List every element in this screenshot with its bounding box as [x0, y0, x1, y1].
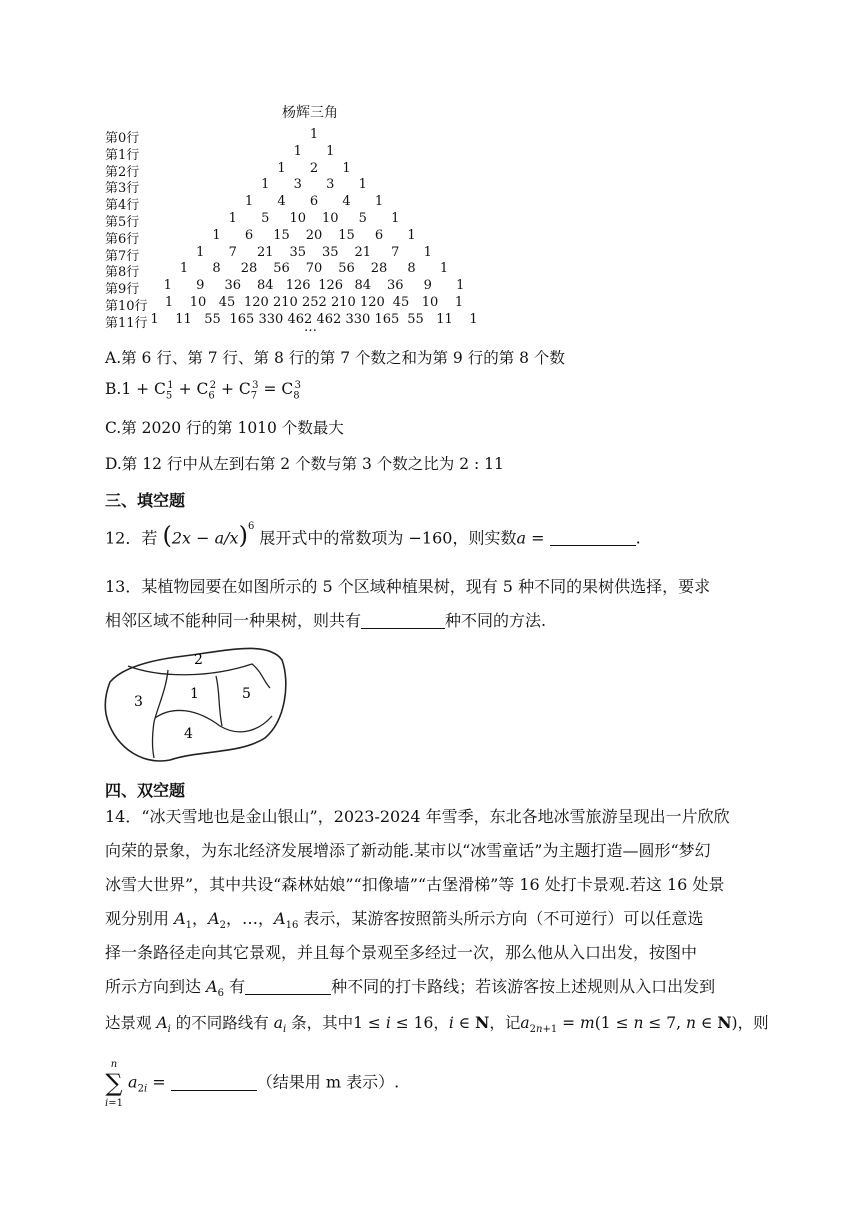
triangle-cell: 5	[358, 211, 367, 226]
q14-line6-b: 有	[229, 977, 246, 996]
q14-line1: 14．“冰天雪地也是金山银山”，2023-2024 年雪季，东北各地冰雪旅游呈现出一片欣欣	[105, 807, 730, 826]
triangle-cell: 84	[354, 278, 372, 294]
q14-line8: n ∑ i=1 $a_{2i}$ = （结果用 m 表示）.	[105, 1056, 399, 1110]
q12-var: a	[516, 528, 527, 548]
triangle-row-label: 第5行	[105, 215, 140, 230]
triangle-cell: 126	[285, 278, 311, 294]
triangle-cell: 9	[423, 278, 432, 294]
q14-line7-a: 达景观	[105, 1014, 152, 1032]
triangle-cell: 462	[316, 311, 342, 327]
triangle-cell: 126	[318, 278, 344, 294]
map-divider-1-5	[216, 676, 222, 726]
q14-line3: 冰雪大世界”，其中共设“森林姑娘”“扣像墙”“古堡滑梯”等 16 处打卡景观.若这 16 处景	[105, 875, 725, 894]
triangle-cell: 1	[391, 211, 400, 226]
triangle-cell: 10	[321, 211, 339, 226]
triangle-row-label: 第9行	[105, 282, 140, 298]
option-b-prefix: B.1 + C	[105, 380, 166, 399]
triangle-cell: 21	[354, 244, 372, 260]
triangle-cell: 20	[305, 227, 323, 243]
sum-symbol: n ∑ i=1	[105, 1059, 123, 1109]
triangle-cell: 4	[342, 194, 351, 210]
triangle-cell: 1	[196, 244, 205, 260]
triangle-cell: 28	[240, 261, 258, 277]
q13-line2-b: 种不同的方法.	[445, 611, 547, 630]
triangle-cell: 120	[360, 295, 385, 310]
triangle-row-label: 第11行	[105, 315, 148, 331]
triangle-cell: 1	[164, 295, 174, 310]
triangle-cell: 1	[454, 295, 464, 310]
region-label-1: 1	[190, 686, 199, 702]
q14-line7-c: 条，其中	[291, 1014, 354, 1032]
section3-title: 三、填空题	[105, 491, 186, 510]
triangle-cell: 210	[273, 295, 298, 310]
triangle-cell: 70	[305, 261, 323, 277]
triangle-cell: 3	[293, 177, 302, 193]
triangle-cell: 10	[289, 211, 307, 226]
triangle-cell: 8	[407, 261, 416, 277]
region-label-4: 4	[184, 726, 193, 742]
triangle-cell: 10	[189, 295, 207, 310]
triangle-cell: 1	[150, 311, 159, 327]
triangle-cell: 165	[229, 311, 255, 327]
region-map-figure	[100, 642, 290, 768]
triangle-cell: 165	[374, 311, 400, 327]
triangle-cell: 6	[244, 227, 254, 243]
triangle-cell: 1	[456, 278, 465, 294]
triangle-cell: 3	[326, 177, 335, 193]
triangle-cell: 56	[338, 261, 355, 277]
triangle-cell: 2	[309, 160, 319, 176]
triangle-cell: 1	[261, 177, 270, 193]
triangle-cell: 55	[407, 311, 424, 327]
triangle-cell: 1	[407, 227, 416, 243]
triangle-row-label: 第10行	[105, 299, 148, 314]
triangle-cell: 11	[436, 311, 453, 327]
region-label-3: 3	[134, 694, 143, 710]
section4-title: 四、双空题	[105, 781, 186, 800]
q12-answer-blank[interactable]	[550, 527, 636, 546]
triangle-row-label: 第6行	[105, 231, 140, 247]
question-12: 12．若 $(2x - a/x)^6$ 展开式中的常数项为 −160，则实数a = .	[105, 521, 641, 550]
triangle-cell: 15	[338, 227, 355, 243]
triangle-cell: 1	[423, 244, 432, 260]
q12-eq: =	[526, 528, 550, 548]
q13-line2-a: 相邻区域不能种同一种果树，则共有	[105, 611, 362, 630]
triangle-cell: 1	[244, 194, 254, 210]
triangle-row-label: 第3行	[105, 181, 140, 197]
triangle-ellipsis: …	[304, 320, 317, 335]
q13-line1: 13．某植物园要在如图所示的 5 个区域种植果树，现有 5 种不同的果树供选择，要求	[105, 577, 711, 596]
triangle-cell: 36	[386, 278, 404, 294]
triangle-cell: 1	[439, 261, 449, 277]
triangle-cell: 4	[277, 194, 286, 210]
triangle-cell: 5	[261, 211, 270, 226]
q14-line2: 向荣的景象，为东北经济发展增添了新动能.某市以“冰雪童话”为主题打造—圆形“梦幻	[105, 841, 711, 860]
triangle-cell: 252	[302, 295, 327, 310]
q14-line7: 达景观 $A_i$ 的不同路线有 $a_i$ 条，其中1 ≤ i ≤ 16，i ∈ N，记$a_{2n+1} = m(1 \le n \le 7$, n ∈ N)，则	[105, 1013, 769, 1036]
triangle-row-label: 第8行	[105, 265, 140, 281]
q14-answer-blank-2[interactable]	[171, 1072, 257, 1091]
triangle-cell: 15	[273, 227, 290, 243]
triangle-cell: 1	[326, 143, 335, 159]
triangle-cell: 6	[374, 227, 384, 243]
q12-expression: 2x − a/x	[171, 528, 239, 548]
triangle-cell: 36	[224, 278, 242, 294]
region-label-5: 5	[242, 686, 251, 702]
triangle-cell: 45	[392, 295, 410, 310]
q14-line7-d: ，记	[489, 1014, 521, 1032]
triangle-cell: 11	[175, 311, 192, 327]
triangle-cell: 6	[309, 194, 319, 210]
triangle-cell: 1	[358, 177, 367, 193]
q12-text: 展开式中的常数项为 −160，则实数	[259, 528, 517, 548]
triangle-cell: 56	[273, 261, 290, 277]
triangle-cell: 7	[391, 244, 400, 260]
map-divider-3	[153, 670, 169, 758]
triangle-row-label: 第2行	[105, 164, 140, 180]
triangle-row-label: 第1行	[105, 147, 140, 163]
triangle-title: 杨辉三角	[282, 105, 338, 121]
option-d: D.第 12 行中从左到右第 2 个数与第 3 个数之比为 2 : 11	[105, 455, 504, 473]
option-b: $B.1 + C_5^1 + C_6^2 + C_7^3 = C_8^3$	[105, 380, 301, 402]
q14-line8-b: （结果用 m 表示）.	[256, 1072, 400, 1092]
q13-line2	[105, 604, 546, 638]
q14-line7-e: ，则	[737, 1014, 769, 1032]
q14-line5: 择一条路径走向其它景观，并且每个景观至多经过一次，那么他从入口出发，按图中	[105, 943, 698, 962]
triangle-cell: 120	[244, 295, 269, 310]
q12-end: .	[635, 528, 641, 548]
triangle-cell: 330	[345, 311, 371, 327]
triangle-cell: 7	[228, 244, 237, 260]
triangle-cell: 84	[256, 278, 274, 294]
triangle-cell: 330	[258, 311, 284, 327]
q12-number: 12．若	[105, 528, 158, 548]
q14-line6-a: 所示方向到达	[105, 977, 202, 996]
triangle-row-label: 第0行	[105, 131, 140, 146]
triangle-cell: 210	[331, 295, 356, 310]
triangle-cell: 1	[374, 194, 384, 210]
triangle-row-label: 第4行	[105, 198, 140, 214]
triangle-cell: 1	[293, 143, 302, 159]
map-divider-4	[155, 710, 272, 731]
triangle-cell: 9	[196, 278, 205, 294]
q14-line6: 所示方向到达 $A_6$ 有 种不同的打卡路线；若该游客按上述规则从入口出发到	[105, 977, 716, 1000]
triangle-cell: 35	[321, 244, 339, 260]
triangle-cell: 10	[421, 295, 439, 310]
q13-answer-blank[interactable]	[361, 610, 445, 629]
triangle-cell: 1	[309, 127, 319, 142]
triangle-cell: 8	[212, 261, 221, 277]
triangle-row-label: 第7行	[105, 248, 140, 264]
q12-power: 6	[247, 521, 255, 532]
triangle-cell: 45	[218, 295, 236, 310]
q14-line4-a: 观分别用	[105, 909, 170, 928]
triangle-cell: 1	[342, 160, 351, 176]
triangle-cell: 21	[256, 244, 274, 260]
triangle-cell: 35	[289, 244, 307, 260]
triangle-cell: 1	[163, 278, 172, 294]
q14-answer-blank-1[interactable]	[245, 976, 331, 995]
q14-line4-b: 表示，某游客按照箭头所示方向（不可逆行）可以任意选	[303, 909, 704, 928]
q14-line6-c: 种不同的打卡路线；若该游客按上述规则从入口出发到	[331, 977, 716, 996]
q14-line7-b: 的不同路线有	[175, 1014, 269, 1032]
triangle-cell: 28	[370, 261, 388, 277]
triangle-cell: 55	[204, 311, 221, 327]
triangle-cell: 1	[212, 227, 221, 243]
option-a: A.第 6 行、第 7 行、第 8 行的第 7 个数之和为第 9 行的第 8 个数	[105, 349, 565, 367]
region-label-2: 2	[194, 652, 203, 668]
triangle-cell: 1	[179, 261, 189, 277]
triangle-cell: 462	[287, 311, 313, 327]
triangle-cell: 1	[277, 160, 286, 176]
q14-line4: 观分别用 $A_1$，$A_2$，…，$A_{16}$ 表示，某游客按照箭头所示方向（不可逆行）可以任意选	[105, 909, 704, 932]
triangle-cell: 1	[469, 311, 478, 327]
triangle-cell: 1	[228, 211, 237, 226]
option-c: C.第 2020 行的第 1010 个数最大	[105, 419, 344, 437]
